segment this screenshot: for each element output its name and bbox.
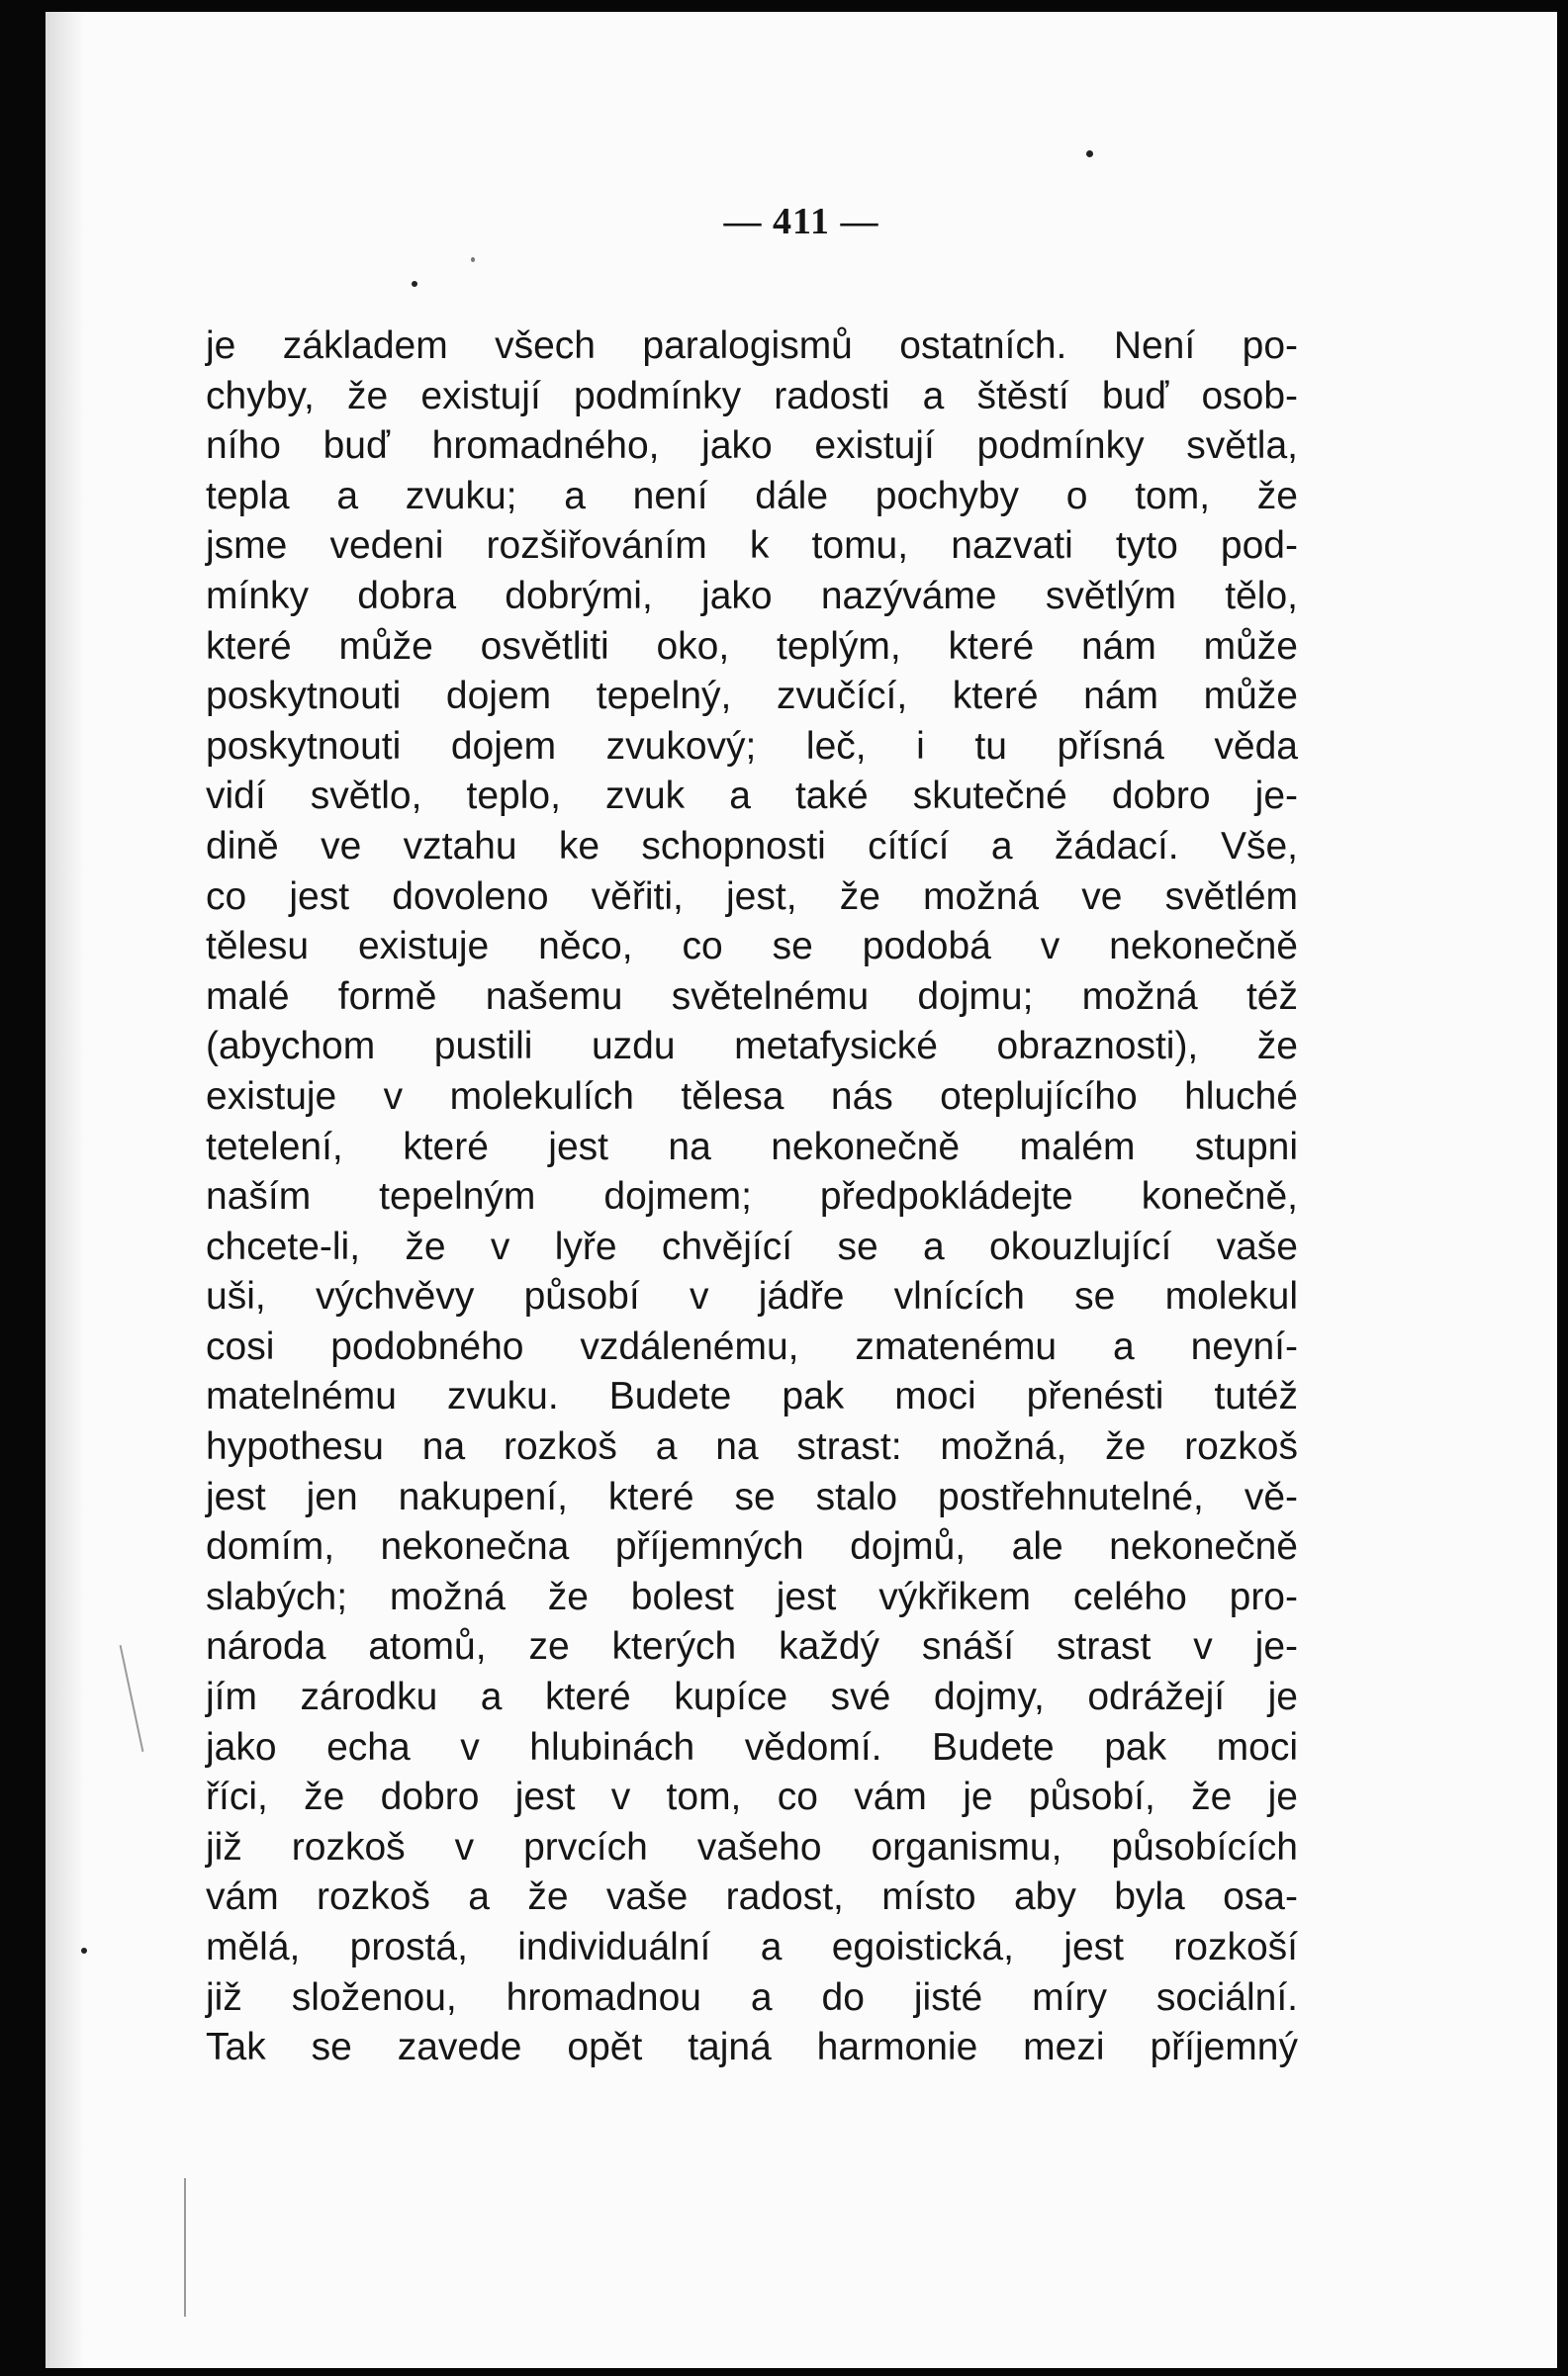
text-line: jako echa v hlubinách vědomí. Budete pak moci — [206, 1725, 1298, 1769]
text-line: národa atomů, ze kterých každý snáší strast v je- — [206, 1625, 1298, 1669]
page-number: — 411 — — [723, 201, 879, 242]
text-line: domím, nekonečna příjemných dojmů, ale nekonečně — [206, 1525, 1298, 1569]
text-line: matelnému zvuku. Budete pak moci přenésti tutéž — [206, 1375, 1298, 1418]
scan-speck — [471, 257, 475, 262]
text-line: jím zárodku a které kupíce své dojmy, odrážejí je — [206, 1676, 1298, 1719]
binding-shadow — [46, 12, 85, 2368]
book-page — [46, 12, 1557, 2368]
scan-speck — [412, 281, 417, 287]
text-line: malé formě našemu světelnému dojmu; možná též — [206, 974, 1298, 1018]
text-line: mělá, prostá, individuální a egoistická, jest rozkoší — [206, 1926, 1298, 1968]
text-line: které může osvětliti oko, teplým, které nám může — [206, 624, 1298, 668]
text-line: chyby, že existují podmínky radosti a štěstí buď osob- — [206, 374, 1298, 417]
scan-edge-mark — [120, 1645, 144, 1752]
text-line: jest jen nakupení, které se stalo postřehnutelné, vě- — [206, 1475, 1298, 1518]
text-line: vidí světlo, teplo, zvuk a také skutečné dobro je- — [206, 775, 1298, 818]
text-line: tepla a zvuku; a není dále pochyby o tom, že — [206, 474, 1298, 517]
text-line: Tak se zavede opět tajná harmonie mezi příjemný — [206, 2026, 1298, 2069]
text-line: slabých; možná že bolest jest výkřikem celého pro- — [206, 1575, 1298, 1618]
text-line: existuje v molekulích tělesa nás oteplujícího hluché — [206, 1074, 1298, 1118]
scan-speck — [81, 1948, 87, 1954]
body-text — [206, 321, 1298, 2073]
scan-edge-mark — [184, 2178, 186, 2317]
text-line: ního buď hromadného, jako existují podmínky světla, — [206, 424, 1298, 468]
text-line: hypothesu na rozkoš a na strast: možná, že rozkoš — [206, 1425, 1298, 1469]
text-line: říci, že dobro jest v tom, co vám je působí, že je — [206, 1776, 1298, 1819]
text-line: již rozkoš v prvcích vašeho organismu, působících — [206, 1825, 1298, 1869]
text-line: co jest dovoleno věřiti, jest, že možná ve světlém — [206, 874, 1298, 918]
text-line: cosi podobného vzdálenému, zmatenému a neyní- — [206, 1325, 1298, 1368]
text-line: uši, výchvěvy působí v jádře vlnících se molekul — [206, 1275, 1298, 1319]
text-line: poskytnouti dojem zvukový; leč, i tu přísná věda — [206, 724, 1298, 768]
text-line: dině ve vztahu ke schopnosti cítící a žádací. Vše, — [206, 824, 1298, 868]
text-line: tetelení, které jest na nekonečně malém stupni — [206, 1125, 1298, 1168]
text-line: již složenou, hromadnou a do jisté míry sociální. — [206, 1975, 1298, 2019]
text-line: chcete-li, že v lyře chvějící se a okouzlující vaše — [206, 1225, 1298, 1268]
text-line: jsme vedeni rozšiřováním k tomu, nazvati tyto pod- — [206, 524, 1298, 568]
text-line: mínky dobra dobrými, jako nazýváme světlým tělo, — [206, 574, 1298, 617]
text-line: (abychom pustili uzdu metafysické obraznosti), že — [206, 1025, 1298, 1068]
text-line: naším tepelným dojmem; předpokládejte konečně, — [206, 1175, 1298, 1219]
text-line: tělesu existuje něco, co se podobá v nekonečně — [206, 925, 1298, 968]
scan-speck — [1086, 150, 1093, 157]
text-line: je základem všech paralogismů ostatních. Není po- — [206, 324, 1298, 367]
text-line: poskytnouti dojem tepelný, zvučící, které nám může — [206, 675, 1298, 718]
text-line: vám rozkoš a že vaše radost, místo aby byla osa- — [206, 1875, 1298, 1919]
